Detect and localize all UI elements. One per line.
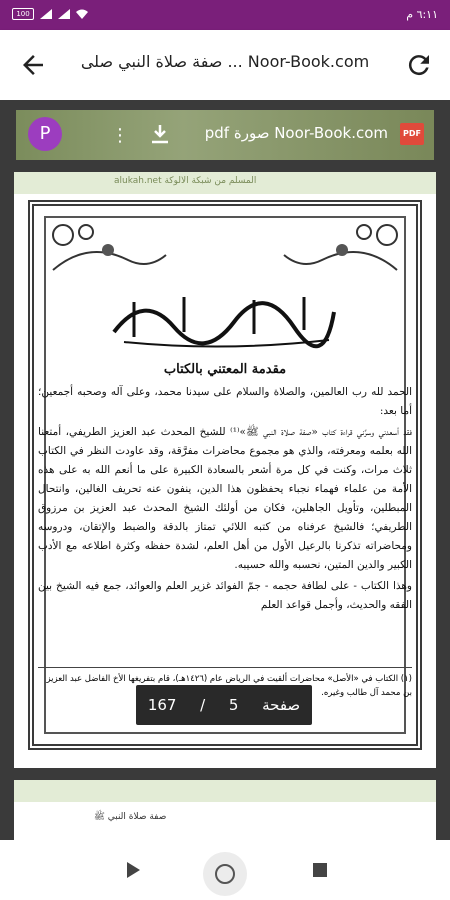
- pdf-title: Noor-Book.com صورة pdf: [204, 124, 388, 142]
- download-icon[interactable]: [148, 122, 172, 146]
- bismillah-calligraphy: [104, 282, 344, 352]
- signal-icon-2: [58, 9, 70, 19]
- floral-ornament-right: [282, 220, 402, 280]
- floral-ornament-left: [48, 220, 168, 280]
- page-header-band: [14, 172, 436, 194]
- system-nav-bar: [0, 840, 450, 900]
- avatar[interactable]: P: [28, 117, 62, 151]
- page2-running-title: صفة صلاة النبي ﷺ: [94, 812, 167, 822]
- play-icon[interactable]: [124, 861, 142, 879]
- paragraph-3: وهذا الكتاب - على لطافة حجمه - جمّ الفوائد غزير العلم والعوائد، جمع فيه الشيخ بين الفقه والحديث، وأجمل قواعد العلم: [38, 580, 412, 611]
- pdf-page: [14, 172, 436, 768]
- page2-header-band: [14, 780, 436, 802]
- status-icons: [12, 8, 88, 20]
- stop-icon[interactable]: [313, 863, 327, 877]
- page-label: صفحة: [262, 696, 301, 714]
- app-bar: [0, 30, 450, 100]
- battery-level: 100: [16, 10, 30, 18]
- home-button[interactable]: [203, 852, 247, 896]
- page-text: [38, 362, 412, 617]
- footnote: (١) الكتاب في «الأصل» محاضرات ألقيت في الرياض عام (١٤٢٦هـ)، قام بتفريغها الأخ الفاضل عبد العزيز بن محمد آل طالب وغيره.: [38, 667, 412, 700]
- page-current: 5: [228, 696, 239, 714]
- paragraph-1: الحمد لله رب العالمين، والصلاة والسلام على سيدنا محمد، وعلى آله وصحبه أجمعين؛ أما بعد:: [38, 386, 412, 417]
- battery-icon: [12, 8, 34, 20]
- page-separator: /: [200, 696, 206, 714]
- status-bar: [0, 0, 450, 30]
- clock: ٦:١١ م: [406, 8, 438, 21]
- pdf-toolbar: [16, 110, 434, 160]
- page-indicator: [136, 685, 312, 725]
- pdf-file-icon: PDF: [400, 123, 424, 145]
- page-total: 167: [147, 696, 177, 714]
- back-arrow-icon[interactable]: [18, 50, 48, 80]
- signal-icon: [40, 9, 52, 19]
- more-options-icon[interactable]: ⋮: [111, 125, 129, 146]
- paragraph-2: فقد أسعدني وسرَّني قراءة كتاب «صفة صلاة النبي ﷺ»⁽¹⁾ للشيخ المحدث عبد العزيز الطريفي، أمتعنا الله بعلمه ومعرفته، والذي هو مجموع محاضرات مفرَّقة، وقد عاودت النظر في الكتاب ثلاث مرات، وكنت في كل مرة أشعر بالسعادة الكبيرة على ما أنعم الله به على هذه الأمة من علماء فهماء نجباء يحفظون هذا الدين، ينفون عنه تحريف الغالين، وانتحال المبطلين، وتأويل الجاهلين، فكان من أولئك الشيخ المحدث عبد العزيز بن مرزوق الطريفي؛ فالشيخ عرفناه من كتبه اللائي تمتاز بالدقة والضبط والإتقان، ودروسه ومحاضراته تذكرنا بالرعيل الأول من أهل العلم، لشدة حفظه وكثرة اطلاعه مع الأدب الكبير والدين المتين، نحسبه والله حسيبه.: [38, 426, 412, 571]
- section-heading: مقدمة المعتني بالكتاب: [163, 362, 287, 377]
- wifi-icon: [76, 9, 88, 19]
- pdf-viewer[interactable]: [0, 100, 450, 840]
- page-title: صفة صلاة النبي صلى ... Noor-Book.com: [80, 52, 370, 71]
- reload-icon[interactable]: [404, 50, 434, 80]
- header-band-text: المسلم من شبكة الالوكة alukah.net: [114, 176, 257, 186]
